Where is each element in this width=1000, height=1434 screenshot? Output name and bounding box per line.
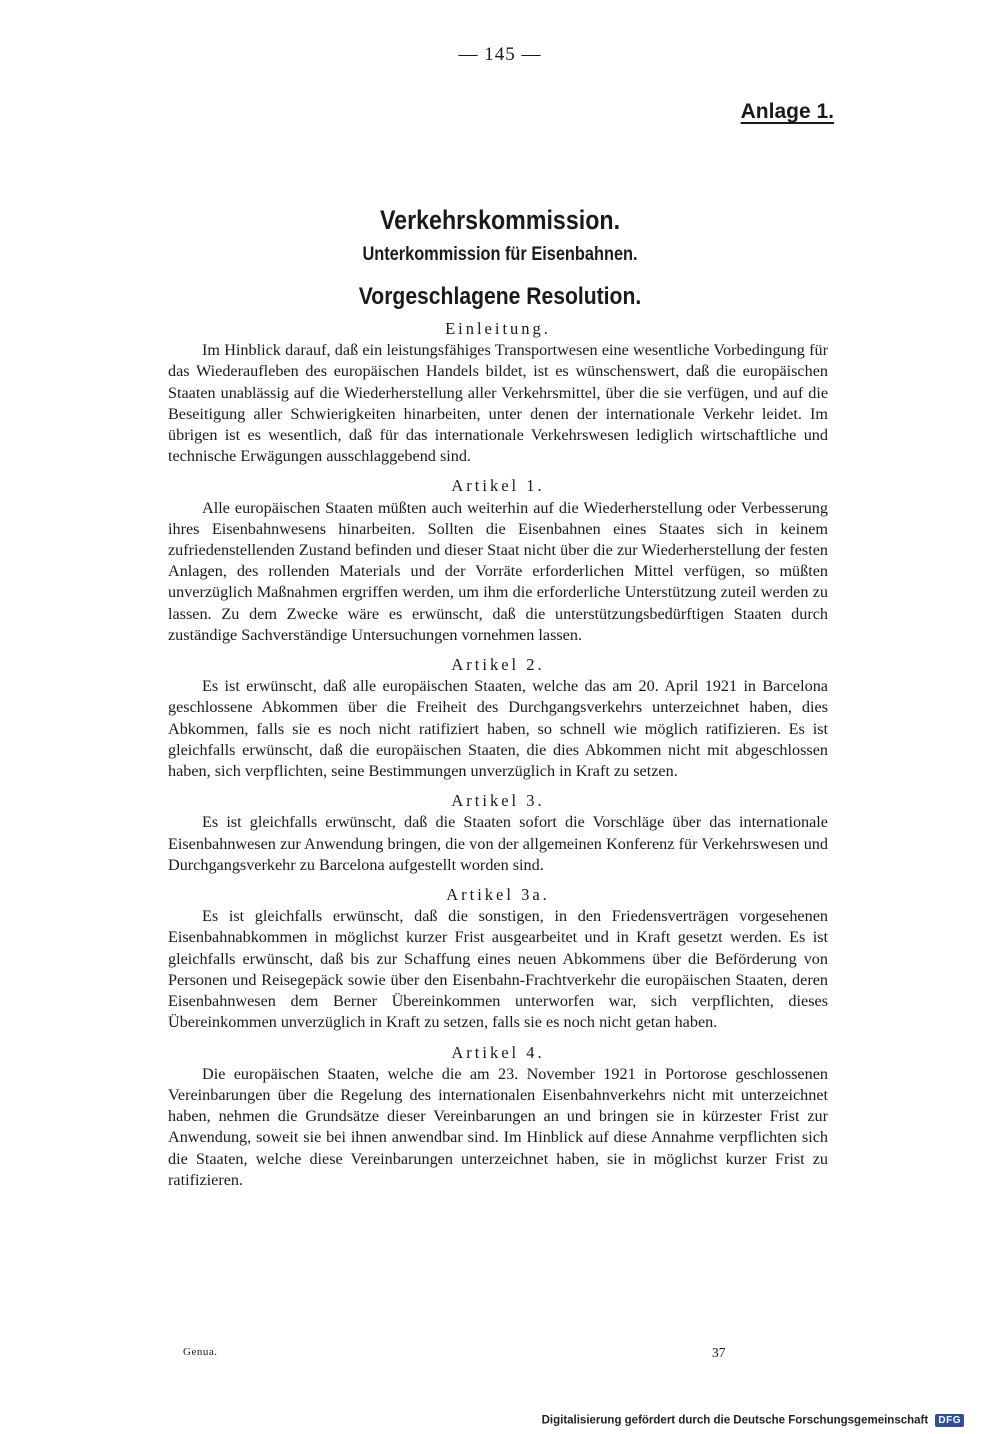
section-heading-article-1: Artikel 1.: [451, 476, 545, 496]
section-heading-article-4: Artikel 4.: [451, 1042, 545, 1062]
document-title: Verkehrskommission.: [379, 205, 621, 235]
document-heading: [0, 203, 1000, 312]
annex-label: Anlage 1.: [740, 100, 834, 123]
page-number: — 145 —: [458, 44, 542, 65]
digitization-credit: [542, 1414, 964, 1427]
section-text-article-3a: Es ist gleichfalls erwünscht, daß die sonstigen, in den Friedensverträgen vorgesehenen Eisenbahnabkommen in möglichst kurzer Frist ausgearbeitet und in Kraft gesetzt werden. Es ist gleichfalls erwünscht, daß bis zur Schaffung eines neuen Abkommens über die Beförderung von Personen und Reisegepäck sowie über den Eisenbahn-Frachtverkehr die europäischen Staaten, deren Eisenbahnwesen dem Berner Übereinkommen unterworfen war, sich verpflichten, dieses Übereinkommen unverzüglich in Kraft zu setzen, falls sie es noch nicht getan haben.: [168, 907, 828, 1032]
section-heading-introduction: Einleitung.: [445, 319, 551, 338]
document-body: [168, 316, 828, 1197]
section-text-introduction: Im Hinblick darauf, daß ein leistungsfähiges Transportwesen eine wesentliche Vorbedingung für das Wiederaufleben des europäischen Handels bildet, ist es wünschenswert, daß die europäischen Staaten unablässig auf die Wiederherstellung aller Verkehrsmittel, über die sie verfügen, und auf die Beseitigung aller Schwierigkeiten hinarbeiten, unter denen der internationale Verkehr leidet. Im übrigen ist es wesentlich, daß für das internationale Verkehrswesen lediglich wirtschaftliche und technische Erwägungen ausschlaggebend sind.: [168, 341, 828, 466]
resolution-title: Vorgeschlagene Resolution.: [358, 283, 642, 310]
section-text-article-2: Es ist erwünscht, daß alle europäischen Staaten, welche das am 20. April 1921 in Barcelona geschlossene Abkommen über die Freiheit des Durchgangsverkehrs unterzeichnet haben, dies Abkommen, falls sie es noch nicht ratifiziert haben, so schnell wie möglich ratifizieren. Es ist gleichfalls erwünscht, daß die europäischen Staaten, die dies Abkommen nicht mit abgeschlossen haben, sich verpflichten, seine Bestimmungen unverzüglich in Kraft zu setzen.: [168, 677, 828, 781]
section-heading-article-2: Artikel 2.: [451, 655, 545, 675]
dfg-logo-icon: DFG: [935, 1414, 964, 1427]
section-heading-article-3: Artikel 3.: [451, 791, 545, 811]
section-text-article-1: Alle europäischen Staaten müßten auch weiterhin auf die Wiederherstellung oder Verbesserung ihres Eisenbahnwesens hinarbeiten. Sollten die Eisenbahnen eines Staates sich in keinem zufriedenstellenden Zustand befinden und dieser Staat nicht über die zur Wiederherstellung der festen Anlagen, des rollenden Materials und der Vorräte erforderlichen Mittel verfügen, so müßten unverzüglich Maßnahmen ergriffen werden, um ihm die erforderliche Unterstützung zuteil werden zu lassen. Zu dem Zwecke wäre es erwünscht, daß die unterstützungsbedürftigen Staaten durch zuständige Sachverständige Untersuchungen vornehmen lassen.: [168, 498, 828, 644]
document-subtitle: Unterkommission für Eisenbahnen.: [362, 244, 638, 265]
credit-text: Digitalisierung gefördert durch die Deutsche Forschungsgemeinschaft: [541, 1414, 929, 1427]
footer-signature-number: 37: [712, 1345, 726, 1360]
section-text-article-4: Die europäischen Staaten, welche die am 23. November 1921 in Portorose geschlossenen Vereinbarungen über die Regelung des internationalen Eisenbahnverkehrs nicht mit unterzeichnet haben, nehmen die Grundsätze dieser Vereinbarungen an und bringen sie in kürzester Frist zur Anwendung, soweit sie bei ihnen anwendbar sind. Im Hinblick auf diese Annahme verpflichten sich die Staaten, welche diese Vereinbarungen unterzeichnet haben, sie in möglichst kurzer Frist zu ratifizieren.: [168, 1064, 828, 1189]
footer-place: Genua.: [183, 1346, 218, 1358]
section-heading-article-3a: Artikel 3a.: [446, 885, 550, 905]
section-text-article-3: Es ist gleichfalls erwünscht, daß die Staaten sofort die Vorschläge über das internationale Eisenbahnwesen zur Anwendung bringen, die von der allgemeinen Konferenz für Verkehrswesen und Durchgangsverkehr zu Barcelona aufgestellt worden sind.: [168, 813, 828, 874]
